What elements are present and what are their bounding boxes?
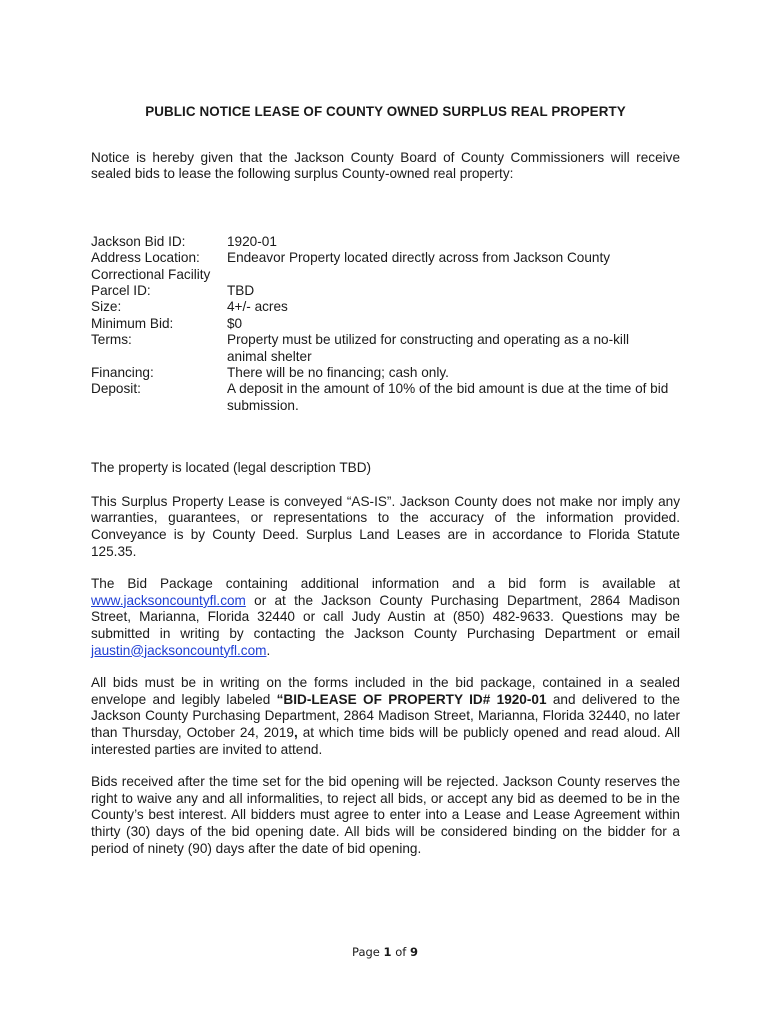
- field-row-bid-id: [91, 234, 680, 250]
- field-row-address: [91, 250, 680, 266]
- email-link[interactable]: jaustin@jacksoncountyfl.com: [91, 642, 267, 658]
- page-word: Page: [352, 945, 384, 959]
- of-word: of: [391, 945, 410, 959]
- submission-text-start: All bids must be in writing on the forms included in the bid package, contained in a sealed envelope and legibly labeled: [91, 675, 680, 707]
- min-bid-value: $0: [227, 315, 243, 331]
- field-row-address-continuation: [91, 267, 680, 283]
- field-row-deposit: [91, 381, 680, 414]
- size-value: 4+/- acres: [227, 299, 288, 315]
- field-row-terms: [91, 332, 680, 365]
- deposit-label: Deposit:: [91, 381, 141, 397]
- bid-id-value: 1920-01: [227, 233, 277, 249]
- current-page-number: 1: [383, 945, 392, 959]
- submission-paragraph: [91, 675, 680, 758]
- total-page-count: 9: [409, 945, 418, 959]
- size-label: Size:: [91, 299, 122, 315]
- envelope-label-text: “BID-LEASE OF PROPERTY ID# 1920-01: [276, 691, 547, 707]
- bid-package-text-start: The Bid Package containing additional information and a bid form is available at: [91, 576, 680, 592]
- location-paragraph: The property is located (legal description TBD): [91, 460, 372, 476]
- page-number-footer: [0, 944, 770, 961]
- bid-package-text-middle: or at the Jackson County Purchasing Department, 2864 Madison Street, Marianna, Florida 32440 or call Judy Austin at (850) 482-9633. Questions may be submitted in writing by contacting the Jackson County Purchasing Department or email: [91, 592, 680, 641]
- document-page: [91, 104, 680, 873]
- terms-label: Terms:: [91, 332, 132, 348]
- bid-id-label: Jackson Bid ID:: [91, 233, 186, 249]
- bid-rules-paragraph: Bids received after the time set for the bid opening will be rejected. Jackson County reserves the right to waive any and all informalities, to reject all bids, or accept any bid as deemed to be in the County’s best interest. All bidders must agree to enter into a Lease and Lease Agreement within thirty (30) days of the bid opening date. All bids will be considered binding on the bidder for a period of ninety (90) days after the date of bid opening.: [91, 774, 680, 856]
- terms-value: Property must be utilized for constructing and operating as a no-kill animal shelter: [227, 332, 629, 364]
- intro-paragraph: Notice is hereby given that the Jackson County Board of County Commissioners will receive sealed bids to lease the following surplus County-owned real property:: [91, 149, 680, 182]
- bid-package-paragraph: [91, 576, 680, 659]
- property-details-table: [91, 234, 680, 414]
- field-row-min-bid: [91, 316, 680, 332]
- deposit-value: A deposit in the amount of 10% of the bid amount is due at the time of bid submission.: [227, 381, 669, 413]
- website-link[interactable]: www.jacksoncountyfl.com: [91, 592, 246, 608]
- submission-text-end: at which time bids will be publicly opened and read aloud. All interested parties are invited to attend.: [91, 724, 680, 757]
- bid-package-text-end: .: [266, 642, 271, 658]
- address-label: Address Location:: [91, 250, 200, 266]
- parcel-label: Parcel ID:: [91, 283, 151, 298]
- as-is-paragraph: This Surplus Property Lease is conveyed “AS-IS”. Jackson County does not make nor imply any warranties, guarantees, or representations to the accuracy of the information provided. Conveyance is by County Deed. Surplus Land Leases are in accordance to Florida Statute 125.35.: [91, 493, 680, 559]
- field-row-financing: [91, 365, 680, 381]
- parcel-value: TBD: [227, 283, 255, 298]
- deadline-comma: ,: [293, 724, 298, 740]
- financing-label: Financing:: [91, 365, 154, 381]
- min-bid-label: Minimum Bid:: [91, 315, 174, 331]
- field-row-parcel: [91, 283, 680, 299]
- page-title: PUBLIC NOTICE LEASE OF COUNTY OWNED SURPLUS REAL PROPERTY: [145, 104, 626, 119]
- field-row-size: [91, 299, 680, 315]
- address-continuation: Correctional Facility: [91, 266, 211, 282]
- submission-text-middle: and delivered to the Jackson County Purchasing Department, 2864 Madison Street, Marianna, Florida 32440, no later than Thursday, October 24, 2019: [91, 691, 680, 740]
- address-value: Endeavor Property located directly across from Jackson County: [227, 250, 611, 266]
- financing-value: There will be no financing; cash only.: [227, 365, 449, 381]
